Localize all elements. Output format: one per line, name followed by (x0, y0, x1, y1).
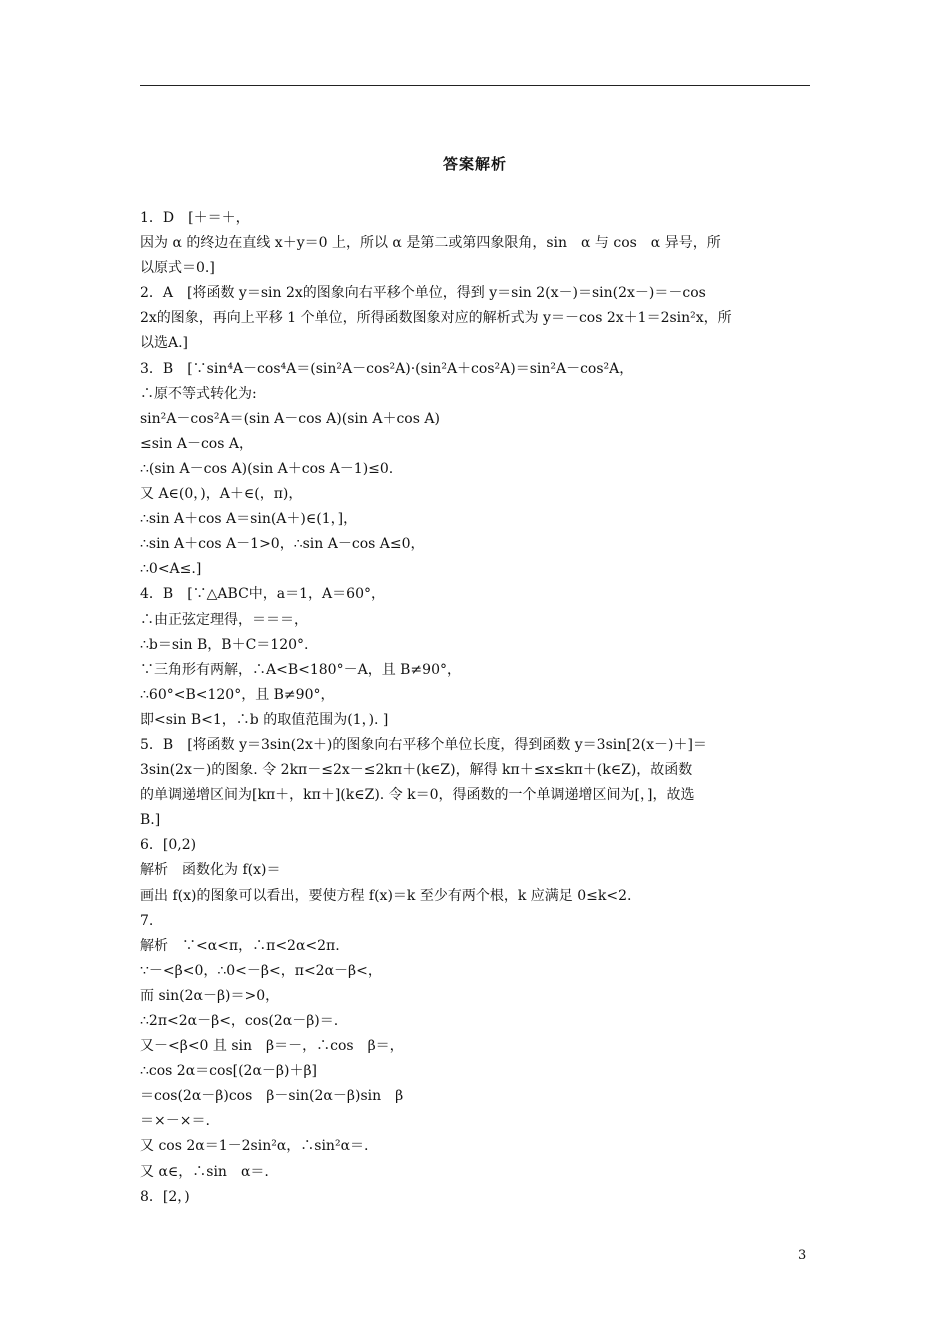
text-line: B.] (140, 812, 161, 829)
text-line: ∴2π<2α－β<，cos(2α－β)＝. (140, 1013, 339, 1029)
text-line: ∴60°<B<120°，且 B≠90°， (140, 686, 335, 703)
text-line: ∴(sin A－cos A)(sin A＋cos A－1)≤0. (140, 460, 394, 477)
text-line: 2．A [将函数 y＝sin 2x的图象向右平移个单位，得到 y＝sin 2(x－)＝sin(2x－)＝－cos (140, 285, 706, 302)
text-line: 以原式＝0.] (140, 260, 215, 277)
text-line: ∵三角形有两解，∴A<B<180°－A，且 B≠90°， (140, 661, 461, 678)
text-line: 解析 函数化为 f(x)＝ (140, 862, 281, 879)
text-line: ≤sin A－cos A， (140, 435, 253, 452)
text-line: ∴b＝sin B，B＋C＝120°. (140, 636, 309, 653)
page-number: 3 (798, 1248, 807, 1263)
text-line: ∴sin A＋cos A＝sin(A＋)∈(1，]， (140, 511, 358, 528)
text-line: 2x的图象，再向上平移 1 个单位，所得函数图象对应的解析式为 y＝－cos 2x＋1＝2sin²x，所 (140, 310, 732, 327)
text-line: 8．[2，) (140, 1188, 190, 1205)
text-line: 以选A.] (140, 335, 189, 352)
text-line: 又 A∈(0，)，A＋∈(，π)， (140, 486, 303, 503)
text-line: 1．D [＋＝＋， (140, 210, 250, 226)
text-line: 而 sin(2α－β)＝>0， (140, 987, 280, 1004)
text-line: ∴由正弦定理得，＝＝＝， (140, 611, 308, 628)
text-line: 即<sin B<1，∴b 的取值范围为(1，). ] (140, 711, 389, 728)
text-line: 因为 α 的终边在直线 x＋y＝0 上，所以 α 是第二或第四象限角，sin α 与 cos α 异号，所 (140, 235, 721, 252)
text-line: 解析 ∵<α<π，∴π<2α<2π. (140, 937, 340, 954)
page-title: 答案解析 (442, 155, 507, 173)
text-line: ＝cos(2α－β)cos β－sin(2α－β)sin β (140, 1088, 404, 1105)
text-line: 的单调递增区间为[kπ＋，kπ＋](k∈Z). 令 k＝0，得函数的一个单调递增区间为[，]，故选 (140, 787, 695, 804)
text-line: 6．[0,2) (140, 837, 197, 854)
text-line: 3sin(2x－)的图象. 令 2kπ－≤2x－≤2kπ＋(k∈Z)，解得 kπ＋≤x≤kπ＋(k∈Z)，故函数 (140, 762, 693, 779)
text-line: sin²A－cos²A＝(sin A－cos A)(sin A＋cos A) (140, 410, 440, 427)
text-line: 又 cos 2α＝1－2sin²α，∴sin²α＝. (140, 1138, 369, 1155)
text-line: 3．B [∵sin⁴A－cos⁴A＝(sin²A－cos²A)·(sin²A＋cos²A)＝sin²A－cos²A， (140, 360, 634, 377)
text-line: ∴sin A＋cos A－1>0，∴sin A－cos A≤0， (140, 536, 425, 553)
text-line: 画出 f(x)的图象可以看出，要使方程 f(x)＝k 至少有两个根，k 应满足 0≤k<2. (140, 887, 632, 904)
text-line: ＝×－×＝. (140, 1113, 210, 1130)
text-line: 又 α∈，∴sin α＝. (140, 1163, 269, 1180)
answer-body (140, 206, 812, 1210)
header-rule (140, 85, 810, 86)
text-line: ∴0<A≤.] (140, 561, 202, 578)
text-line: ∴原不等式转化为: (140, 385, 257, 402)
text-line: 5．B [将函数 y＝3sin(2x＋)的图象向右平移个单位长度，得到函数 y＝3sin[2(x－)＋]＝ (140, 736, 707, 753)
text-line: 7. (140, 912, 154, 929)
text-line: 4．B [∵△ABC中，a＝1，A＝60°， (140, 586, 385, 603)
text-line: 又－<β<0 且 sin β＝－，∴cos β＝， (140, 1038, 404, 1055)
text-line: ∴cos 2α＝cos[(2α－β)＋β] (140, 1063, 318, 1080)
text-line: ∵－<β<0，∴0<－β<，π<2α－β<， (140, 962, 382, 979)
